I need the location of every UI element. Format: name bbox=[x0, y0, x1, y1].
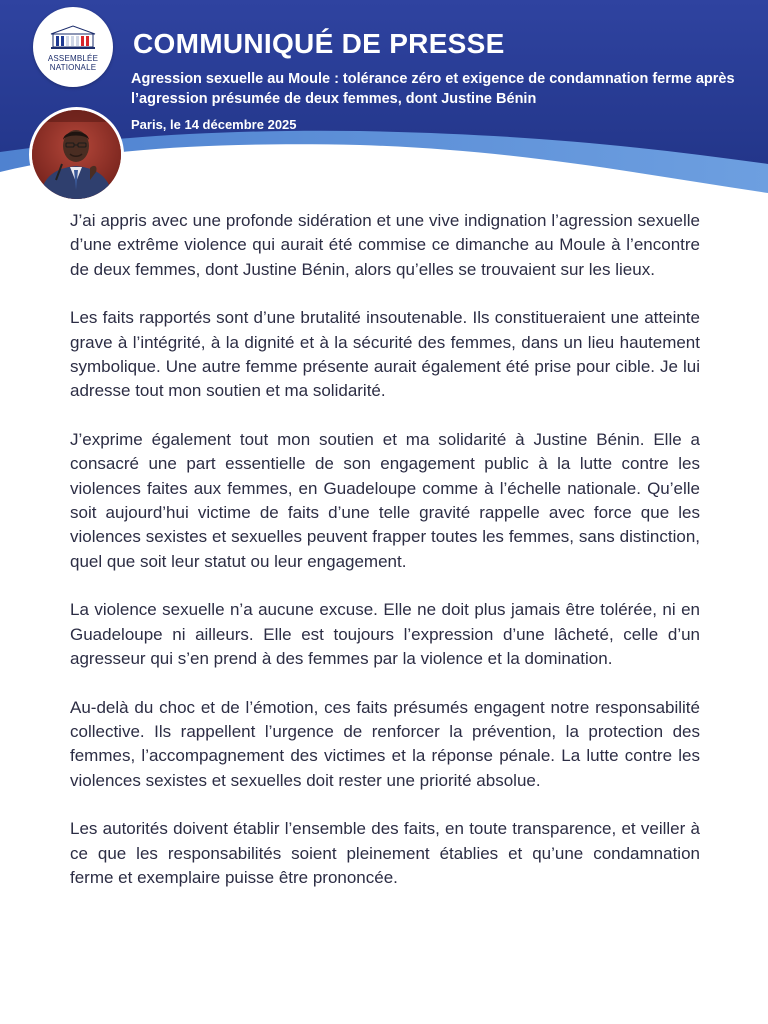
body-paragraph: Les faits rapportés sont d’une brutalité insoutenable. Ils constitueraient une atteinte grave à l’intégrité, à la dignité et à la sécurité des femmes, dans un lieu hautement symbolique. Une autre femme présente aurait également été prise pour cible. Je lui adresse tout mon soutien et ma solidarité. bbox=[70, 308, 700, 401]
dateline: Paris, le 14 décembre 2025 bbox=[131, 117, 297, 132]
body-paragraph: La violence sexuelle n’a aucune excuse. Elle ne doit plus jamais être tolérée, ni en Guadeloupe ni ailleurs. Elle est toujours l’expression d’une lâcheté, celle d’un agresseur qui s’en prend à des femmes par la violence et la domination. bbox=[70, 600, 700, 669]
press-release-subtitle: Agression sexuelle au Moule : tolérance zéro et exigence de condamnation ferme après l’agression présumée de deux femmes, dont Justine Bénin bbox=[131, 71, 735, 107]
body-paragraph: J’exprime également tout mon soutien et ma solidarité à Justine Bénin. Elle a consacré une part essentielle de son engagement public à la lutte contre les violences faites aux femmes, en Guadeloupe comme à l’échelle nationale. Qu’elle soit aujourd’hui victime de faits d’une telle gravité rappelle avec force que les violences sexistes et sexuelles peuvent frapper toutes les femmes, sans distinction, quel que soit leur statut ou leur engagement. bbox=[70, 429, 700, 571]
body-paragraph: J’ai appris avec une profonde sidération et une vive indignation l’agression sexuelle d’une extrême violence qui aurait été commise ce dimanche au Moule à l’encontre de deux femmes, dont Justine Bénin, alors qu’elles se trouvaient sur les lieux. bbox=[70, 211, 700, 279]
press-release-body bbox=[70, 209, 700, 914]
body-paragraph: Au-delà du choc et de l’émotion, ces faits présumés engagent notre responsabilité collective. Ils rappellent l’urgence de renforcer la prévention, la protection des femmes, l’accompagnement des victimes et la réponse pénale. La lutte contre les violences sexistes et sexuelles doit rester une priorité absolue. bbox=[70, 697, 700, 790]
logo-label: ASSEMBLÉE NATIONALE bbox=[47, 54, 99, 72]
page-title: COMMUNIQUÉ DE PRESSE bbox=[133, 28, 505, 59]
hemicycle-icon bbox=[33, 7, 113, 87]
portrait-image bbox=[32, 110, 121, 199]
author-portrait-avatar bbox=[29, 107, 124, 202]
assemblee-nationale-logo bbox=[33, 7, 113, 87]
body-paragraph: Les autorités doivent établir l’ensemble des faits, en toute transparence, et veiller à ce que les responsabilités soient pleinement établies et qu’une condamnation ferme et exemplaire puisse être prononcée. bbox=[70, 819, 700, 887]
header-banner bbox=[0, 0, 768, 200]
